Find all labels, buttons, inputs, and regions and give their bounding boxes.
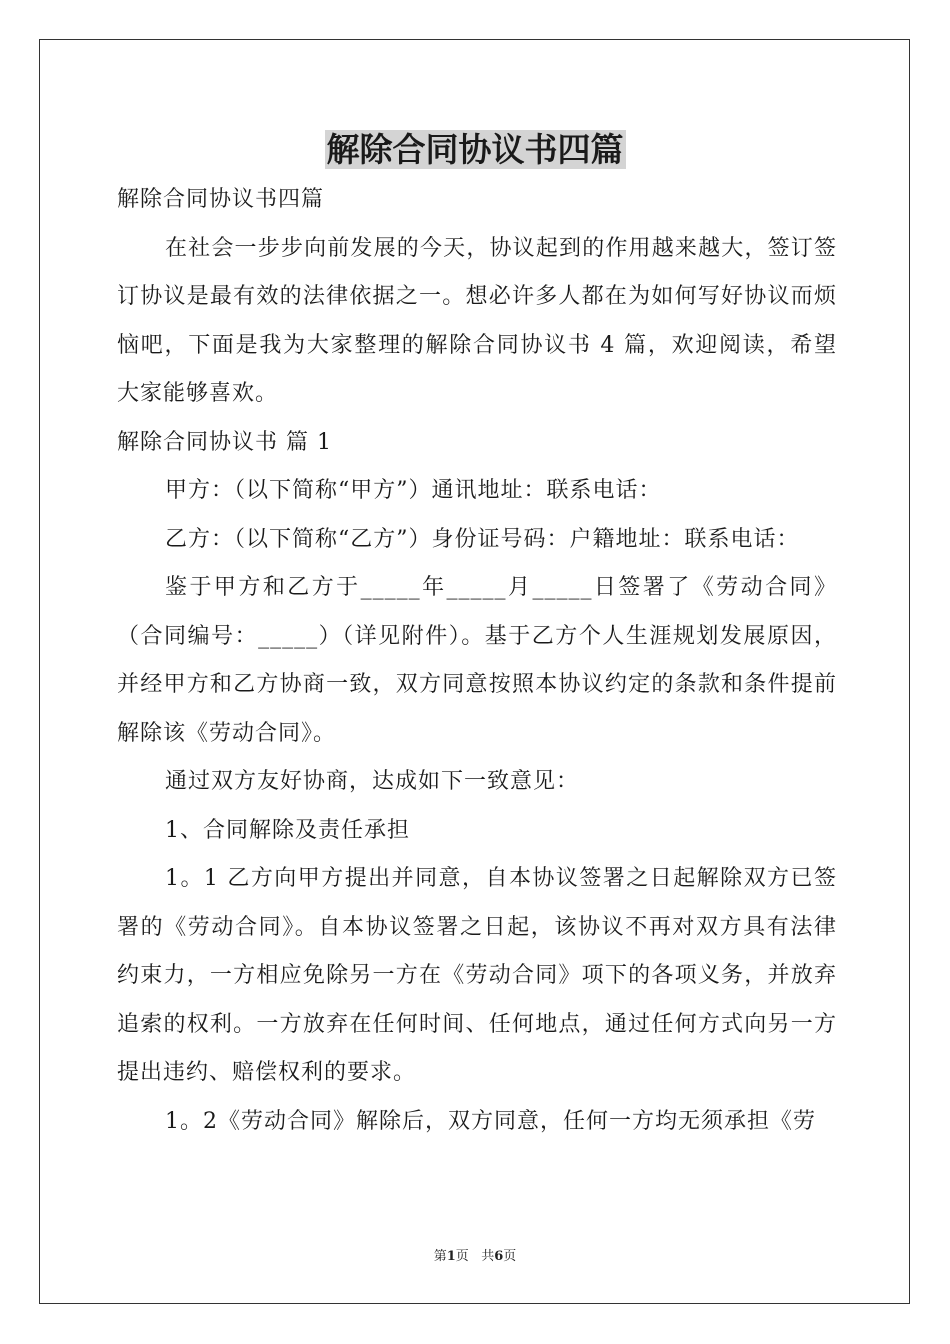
current-page-number: 1	[446, 1249, 456, 1264]
document-body	[117, 176, 837, 1146]
paragraph: 鉴于甲方和乙方于_____年_____月_____日签署了《劳动合同》（合同编号：_____）（详见附件）。基于乙方个人生涯规划发展原因，并经甲方和乙方协商一致，双方同意按照本协议约定的条款和条件提前解除该《劳动合同》。	[117, 575, 837, 746]
paragraph: 解除合同协议书四篇	[117, 187, 325, 212]
paragraph: 1。2《劳动合同》解除后，双方同意，任何一方均无须承担《劳	[165, 1108, 816, 1134]
footer-page-unit: 页	[455, 1249, 469, 1264]
footer-total-prefix: 共	[481, 1249, 495, 1264]
footer-total-suffix: 页	[503, 1249, 517, 1264]
paragraph: 1。1 乙方向甲方提出并同意，自本协议签署之日起解除双方已签署的《劳动合同》。自本协议签署之日起，该协议不再对双方具有法律约束力，一方相应免除另一方在《劳动合同》项下的各项义务，并放弃追索的权利。一方放弃在任何时间、任何地点，通过任何方式向另一方提出违约、赔偿权利的要求。	[117, 866, 837, 1085]
section-heading: 解除合同协议书 篇 1	[117, 429, 332, 455]
paragraph: 甲方：（以下简称“甲方”）通讯地址：联系电话：	[165, 478, 662, 503]
paragraph: 在社会一步步向前发展的今天，协议起到的作用越来越大，签订签订协议是最有效的法律依据之一。想必许多人都在为如何写好协议而烦恼吧，下面是我为大家整理的解除合同协议书 4 篇，欢迎阅读，希望大家能够喜欢。	[117, 235, 837, 406]
footer-prefix: 第	[433, 1249, 447, 1264]
paragraph: 通过双方友好协商，达成如下一致意见：	[165, 769, 580, 794]
document-title-text: 解除合同协议书四篇	[326, 130, 624, 169]
page-number-footer	[0, 1248, 950, 1266]
total-pages-number: 6	[494, 1249, 504, 1264]
paragraph: 乙方：（以下简称“乙方”）身份证号码：户籍地址：联系电话：	[165, 526, 800, 552]
clause-heading: 1、合同解除及责任承担	[165, 817, 410, 843]
document-title	[0, 128, 950, 172]
